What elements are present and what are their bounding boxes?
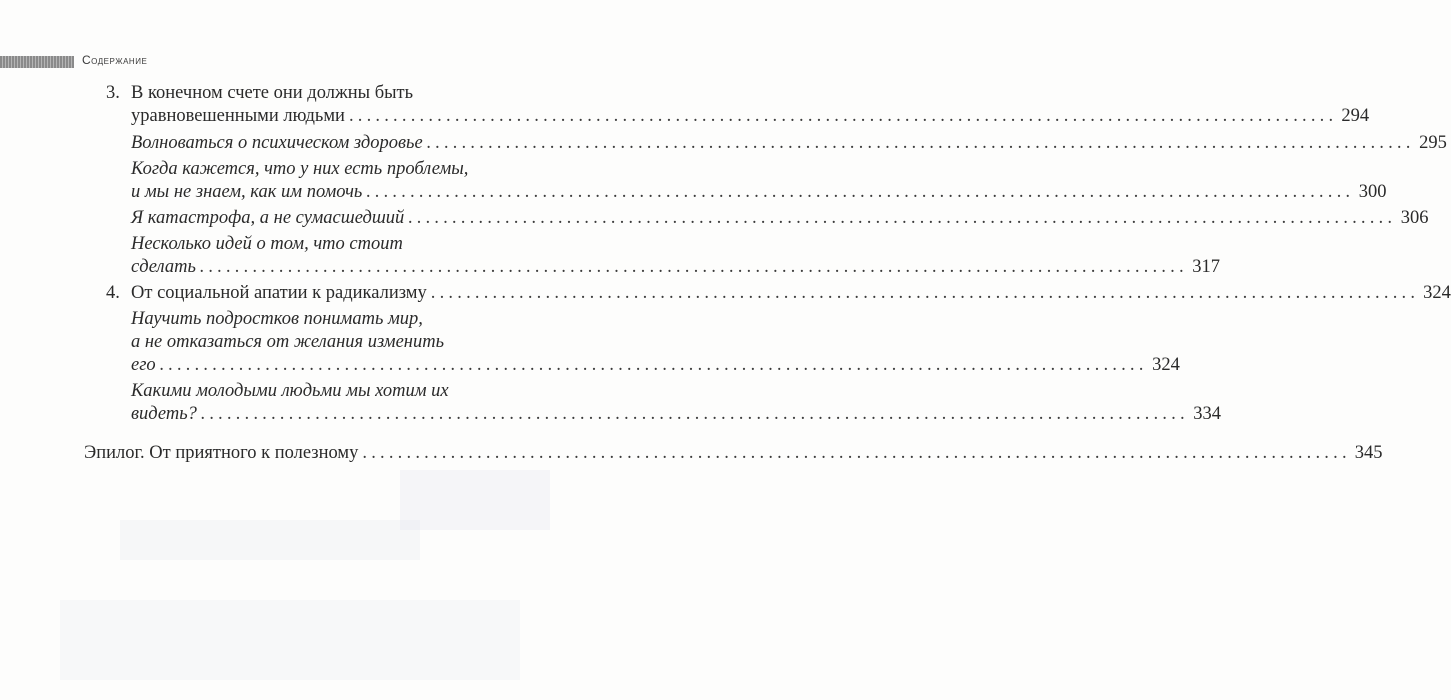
toc-subentry-text: его <box>131 355 156 375</box>
toc-subentry-text: Я катастрофа, а не сумасшедший <box>131 208 405 228</box>
toc-subentry-text: Несколько идей о том, что стоит <box>131 234 403 254</box>
toc-subentry-line <box>131 403 1222 425</box>
chapter-number: 3. <box>106 83 120 103</box>
page-number: 317 <box>1192 257 1221 277</box>
toc-subentry-text: Научить подростков понимать мир, <box>131 309 423 329</box>
header-decorative-bar <box>0 56 74 68</box>
toc-entry-line <box>131 105 1370 127</box>
dot-leader: ................................................................................................................ <box>348 106 1338 126</box>
toc-subentry-line <box>131 181 1387 203</box>
toc-subentry-text: Волноваться о психическом здоровье <box>131 133 423 153</box>
toc-subentry-line <box>131 354 1180 376</box>
toc-subentry-text: Когда кажется, что у них есть проблемы, <box>131 159 469 179</box>
page-number: 334 <box>1193 404 1222 424</box>
dot-leader: ................................................................................................................ <box>408 208 1397 228</box>
dot-leader: ................................................................................................................ <box>159 355 1149 375</box>
dot-leader: ................................................................................................................ <box>426 133 1416 153</box>
page-number: 345 <box>1354 443 1383 463</box>
chapter-number: 4. <box>106 283 120 303</box>
dot-leader: ................................................................................................................ <box>362 443 1351 463</box>
toc-subentry-text: Какими молодыми людьми мы хотим их <box>131 381 449 401</box>
page-number: 324 <box>1423 283 1451 303</box>
toc-entry-text: В конечном счете они должны быть <box>131 83 414 103</box>
toc-subentry-line <box>131 256 1221 278</box>
dot-leader: ................................................................................................................ <box>200 404 1190 424</box>
toc-entry-text: Эпилог. От приятного к полезному <box>84 443 359 463</box>
running-header: Содержание <box>82 53 148 67</box>
toc-subentry-text: сделать <box>131 257 196 277</box>
toc-entry-text: От социальной апатии к радикализму <box>131 283 427 303</box>
toc-entry-line <box>84 442 1383 464</box>
toc-subentry-line <box>131 207 1429 229</box>
page-number: 324 <box>1152 355 1180 375</box>
dot-leader: ................................................................................................................ <box>366 182 1355 202</box>
page-number: 300 <box>1358 182 1387 202</box>
dot-leader: ................................................................................................................ <box>430 283 1420 303</box>
page-number: 295 <box>1419 133 1447 153</box>
toc-subentry-text: и мы не знаем, как им помочь <box>131 182 363 202</box>
dot-leader: ................................................................................................................ <box>199 257 1189 277</box>
toc-entry-line <box>131 282 1451 304</box>
toc-entry-text: уравновешенными людьми <box>131 106 345 126</box>
toc-subentry-text: а не отказаться от желания изменить <box>131 332 445 352</box>
toc-subentry-text: видеть? <box>131 404 197 424</box>
toc-subentry-line <box>131 132 1447 154</box>
page-number: 306 <box>1400 208 1429 228</box>
page-number: 294 <box>1341 106 1370 126</box>
